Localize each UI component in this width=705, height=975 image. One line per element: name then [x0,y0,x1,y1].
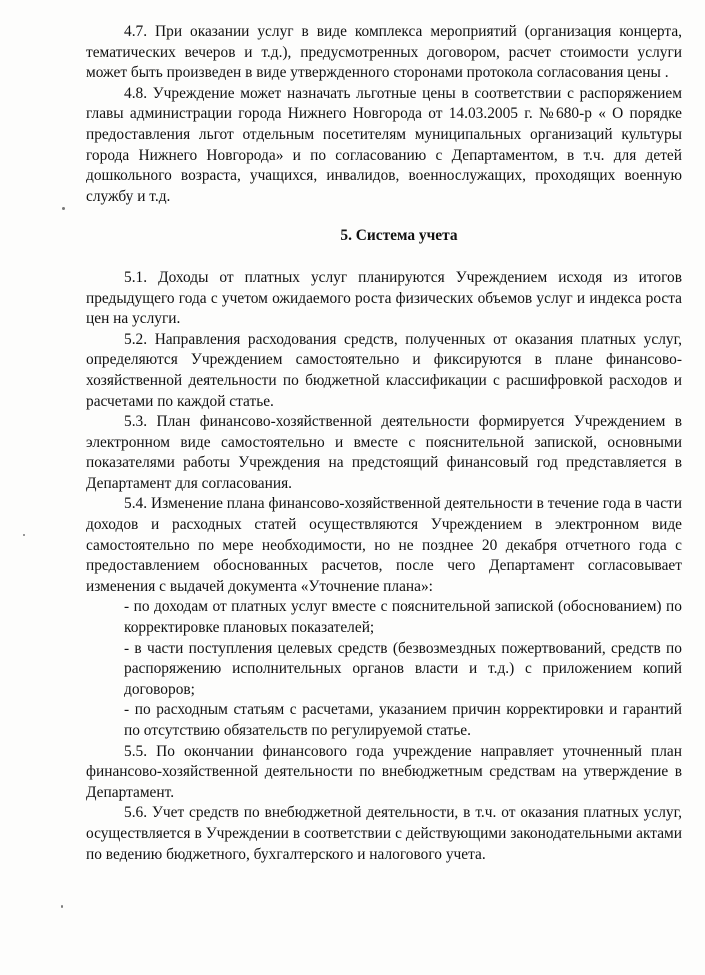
list-item-targeted-funds: - в части поступления целевых средств (безвозмездных пожертвований, средств по распоряжению исполнительных органов власти и т.д.) с приложением копий договоров; [124,639,682,698]
list-item-expenses: - по расходным статьям с расчетами, указанием причин корректировки и гарантий по отсутствию обязательств по регулируемой статье. [124,701,682,739]
section-heading: 5. Система учета [340,227,458,245]
scan-speck [23,534,25,536]
paragraph-5-2: 5.2. Направления расходования средств, полученных от оказания платных услуг, определяются Учреждением самостоятельно и фиксируются в плане финансово-хозяйственной деятельности по бюджетной классификации с расшифровкой расходов и расчетами по каждой статье. [86,330,682,410]
paragraph-5-5: 5.5. По окончании финансового года учреждение направляет уточненный план финансово-хозяйственной деятельности по внебюджетным средствам на утверждение в Департамент. [86,742,682,801]
paragraph-5-6: 5.6. Учет средств по внебюджетной деятельности, в т.ч. от оказания платных услуг, осуществляется в Учреждении в соответствии с действующими законодательными актами по ведению бюджетного, бухгалтерского и налогового учета. [86,804,682,863]
scan-speck [62,207,65,210]
list-item-income: - по доходам от платных услуг вместе с пояснительной запиской (обоснованием) по корректировке плановых показателей; [124,598,682,637]
document-body [86,22,682,865]
paragraph-5-1: 5.1. Доходы от платных услуг планируются Учреждением исходя из итогов предыдущего года с учетом ожидаемого роста физических объемов услуг и индекса роста цен на услуги. [86,268,682,328]
scan-speck [61,905,63,908]
paragraph-4-8: 4.8. Учреждение может назначать льготные цены в соответствии с распоряжением главы администрации города Нижнего Новгорода от 14.03.2005 г. №680-р « О порядке предоставления льгот отдельным посетителям муниципальных организаций культуры города Нижнего Новгорода» и по согласованию с Департаментом, в т.ч. для детей дошкольного возраста, учащихся, инвалидов, военнослужащих, проходящих военную службу и т.д. [86,84,682,205]
paragraph-5-3: 5.3. План финансово-хозяйственной деятельности формируется Учреждением в электронном виде самостоятельно и вместе с пояснительной запиской, основными показателями работы Учреждения на предстоящий финансовый год представляется в Департамент для согласования. [86,413,682,492]
paragraph-5-4: 5.4. Изменение плана финансово-хозяйственной деятельности в течение года в части доходов и расходных статей осуществляются Учреждением в электронном виде самостоятельно по мере необходимости, но не позднее 20 декабря отчетного года с предоставлением обоснованных расчетов, после чего Департамент согласовывает изменения с выдачей документа «Уточнение плана»: [86,495,682,595]
paragraph-4-7: 4.7. При оказании услуг в виде комплекса мероприятий (организация концерта, тематических вечеров и т.д.), предусмотренных договором, расчет стоимости услуги может быть произведен в виде утвержденного сторонами протокола согласования цены . [86,23,682,82]
